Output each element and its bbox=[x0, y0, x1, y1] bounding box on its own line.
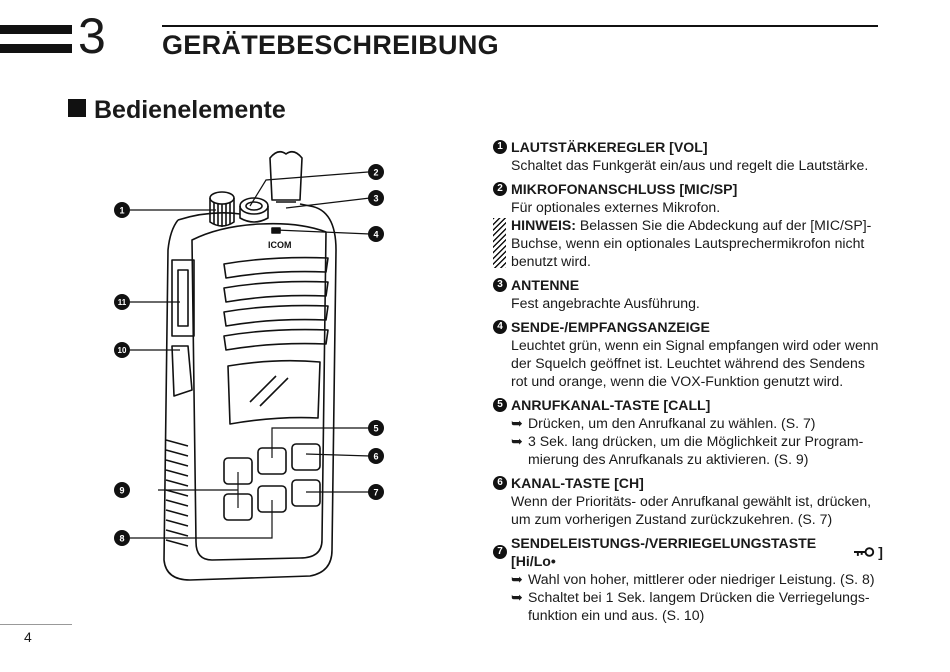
note-hatch-icon bbox=[493, 218, 506, 268]
bullet-text: 3 Sek. lang drücken, um die Möglichkeit zur Program-mierung des Anrufkanals zu aktivieren. (S. 9) bbox=[528, 433, 864, 467]
key-icon bbox=[854, 547, 875, 557]
radio-diagram bbox=[100, 140, 400, 600]
callout-9-label: 9 bbox=[119, 485, 125, 496]
item-number: 4 bbox=[493, 320, 507, 334]
note-label: HINWEIS: bbox=[511, 217, 576, 233]
chapter-rule bbox=[162, 25, 878, 27]
arrow-bullet-icon: ➥ bbox=[511, 589, 523, 605]
bullet-line bbox=[493, 570, 883, 588]
bullet-line bbox=[493, 414, 883, 432]
item-title: ANTENNE bbox=[511, 277, 580, 293]
item-body: Leuchtet grün, wenn ein Signal empfangen wird oder wenn der Squelch geöffnet ist. Leuchtet während des Sendens rot und orange, wenn die VOX-Funktion genutzt wird. bbox=[511, 337, 879, 389]
item-antenna bbox=[493, 276, 883, 312]
chapter-tab-bar-top bbox=[0, 25, 72, 34]
item-body: Wenn der Prioritäts- oder Anrufkanal gewählt ist, drücken, um zum vorherigen Zustand zurückzukehren. (S. 7) bbox=[511, 493, 872, 527]
item-number: 2 bbox=[493, 182, 507, 196]
callout-5-label: 5 bbox=[373, 423, 379, 434]
item-number: 7 bbox=[493, 545, 507, 559]
callout-2-label: 2 bbox=[373, 167, 379, 178]
note-text: Belassen Sie die Abdeckung auf der [MIC/SP]-Buchse, wenn ein optionales Lautsprechermikrofon nicht benutzt wird. bbox=[511, 217, 872, 269]
bullet-text: Wahl von hoher, mittlerer oder niedriger Leistung. (S. 8) bbox=[528, 571, 875, 587]
arrow-bullet-icon: ➥ bbox=[511, 571, 523, 587]
callout-3-label: 3 bbox=[373, 193, 379, 204]
callout-10-label: 10 bbox=[117, 346, 127, 355]
item-body: Für optionales externes Mikrofon. bbox=[511, 199, 721, 215]
item-title: SENDELEISTUNGS-/VERRIEGELUNGSTASTE [Hi/Lo• bbox=[511, 535, 817, 569]
callout-4-label: 4 bbox=[373, 229, 379, 240]
item-title: KANAL-TASTE [CH] bbox=[511, 475, 644, 491]
callout-7-label: 7 bbox=[373, 487, 379, 498]
section-title: Bedienelemente bbox=[68, 96, 286, 125]
item-tx-rx-indicator bbox=[493, 318, 883, 390]
item-title: ANRUFKANAL-TASTE [CALL] bbox=[511, 397, 711, 413]
bullet-text: Drücken, um den Anrufkanal zu wählen. (S. 7) bbox=[528, 415, 816, 431]
arrow-bullet-icon: ➥ bbox=[511, 433, 523, 449]
control-descriptions bbox=[493, 138, 883, 630]
item-vol bbox=[493, 138, 883, 174]
item-title: LAUTSTÄRKEREGLER [VOL] bbox=[511, 139, 708, 155]
brand-logo-text: ICOM bbox=[268, 240, 292, 250]
item-ch-key bbox=[493, 474, 883, 528]
item-body: Fest angebrachte Ausführung. bbox=[511, 295, 700, 311]
square-bullet-icon bbox=[68, 99, 86, 117]
item-mic-sp bbox=[493, 180, 883, 270]
chapter-title: GERÄTEBESCHREIBUNG bbox=[162, 30, 499, 60]
chapter-number: 3 bbox=[78, 8, 106, 64]
callout-6-label: 6 bbox=[373, 451, 379, 462]
arrow-bullet-icon: ➥ bbox=[511, 415, 523, 431]
item-hilo-lock-key bbox=[493, 534, 883, 624]
callout-1-label: 1 bbox=[119, 205, 125, 216]
callout-8-label: 8 bbox=[119, 533, 125, 544]
radio-body bbox=[164, 152, 336, 580]
item-number: 1 bbox=[493, 140, 507, 154]
item-call-key bbox=[493, 396, 883, 468]
item-body: Schaltet das Funkgerät ein/aus und regelt die Lautstärke. bbox=[511, 157, 869, 173]
bullet-text: Schaltet bei 1 Sek. langem Drücken die Verriegelungs-funktion ein und aus. (S. 10) bbox=[528, 589, 870, 623]
callout-11-label: 11 bbox=[117, 298, 127, 307]
chapter-tab-bar-bottom bbox=[0, 44, 72, 53]
item-number: 3 bbox=[493, 278, 507, 292]
item-title: MIKROFONANSCHLUSS [MIC/SP] bbox=[511, 181, 738, 197]
bullet-line bbox=[493, 432, 883, 468]
item-title-end: ] bbox=[878, 544, 883, 560]
page-footer-rule bbox=[0, 624, 72, 625]
note-block bbox=[493, 216, 883, 270]
bullet-line bbox=[493, 588, 883, 624]
item-number: 6 bbox=[493, 476, 507, 490]
item-number: 5 bbox=[493, 398, 507, 412]
item-title: SENDE-/EMPFANGSANZEIGE bbox=[511, 319, 710, 335]
page-number: 4 bbox=[24, 629, 32, 645]
